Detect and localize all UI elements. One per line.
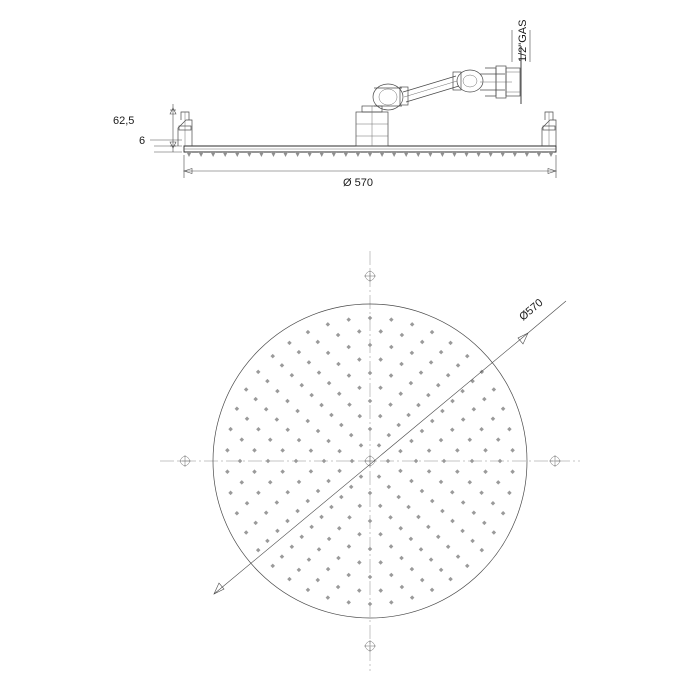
side-view-arm [373, 46, 521, 110]
thread-label: 1/2"GAS [517, 19, 529, 62]
side-diameter-label: Ø 570 [343, 177, 373, 189]
thickness-dimension-label: 6 [139, 135, 146, 147]
side-view-group [113, 20, 556, 189]
thread-callout [512, 20, 530, 62]
plan-diameter-dimension [214, 297, 566, 594]
plan-diameter-label: Ø570 [517, 296, 546, 324]
side-diameter-dimension [184, 155, 556, 189]
side-view-left-endcap [178, 112, 192, 146]
side-view-ball-joint [356, 106, 388, 146]
side-view-right-endcap [542, 112, 556, 146]
side-view-plate [184, 146, 556, 152]
plan-view-group [160, 251, 580, 671]
side-view-nozzles [187, 152, 554, 157]
height-dimension-label: 62,5 [113, 115, 135, 127]
